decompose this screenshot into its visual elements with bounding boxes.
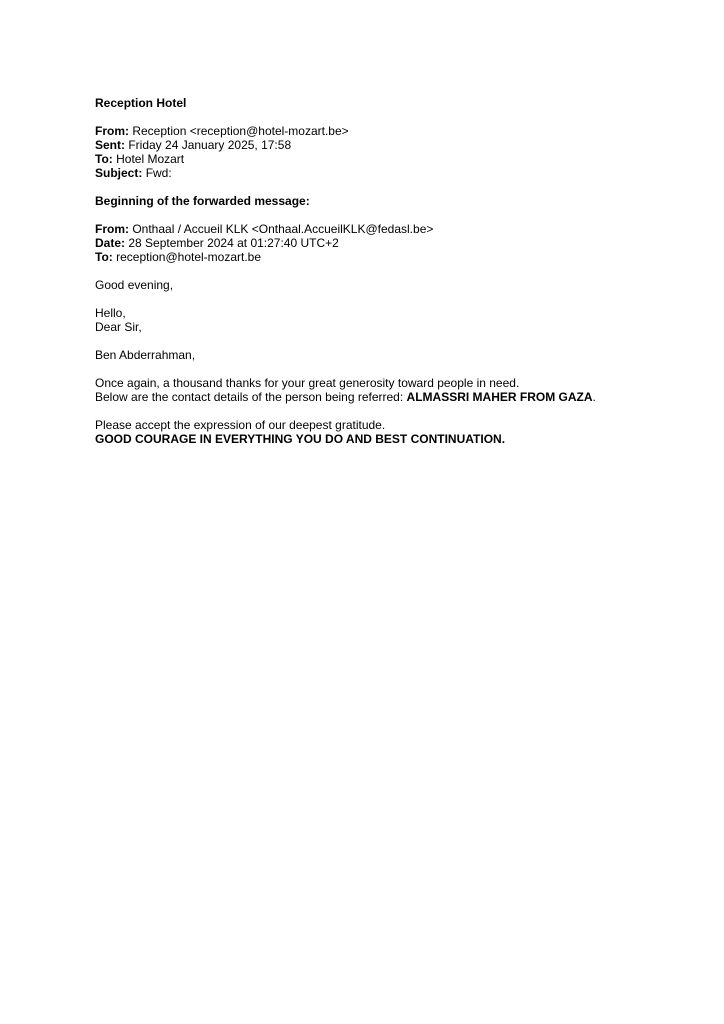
spacer xyxy=(95,208,695,222)
header-subject-label: Subject: xyxy=(95,166,143,180)
forwarded-date-value: 28 September 2024 at 01:27:40 UTC+2 xyxy=(128,236,339,250)
thanks-line: Once again, a thousand thanks for your great generosity toward people in need. xyxy=(95,376,520,390)
header-from-row xyxy=(95,124,695,138)
header-subject-row xyxy=(95,166,695,180)
spacer xyxy=(95,362,695,376)
spacer xyxy=(95,334,695,348)
forwarded-header xyxy=(95,222,695,264)
dear-sir-line: Dear Sir, xyxy=(95,320,142,334)
closing-line: GOOD COURAGE IN EVERYTHING YOU DO AND BEST CONTINUATION. xyxy=(95,432,506,446)
spacer xyxy=(95,264,695,278)
forwarded-heading: Beginning of the forwarded message: xyxy=(95,194,310,208)
referral-line xyxy=(95,390,695,404)
email-header xyxy=(95,124,695,180)
forwarded-to-label: To: xyxy=(95,250,113,264)
header-to-label: To: xyxy=(95,152,113,166)
header-sent-value: Friday 24 January 2025, 17:58 xyxy=(128,138,292,152)
header-to-row xyxy=(95,152,695,166)
gratitude-line: Please accept the expression of our deepest gratitude. xyxy=(95,418,386,432)
forwarded-date-label: Date: xyxy=(95,236,126,250)
greeting: Good evening, xyxy=(95,278,174,292)
forwarded-to-value: reception@hotel-mozart.be xyxy=(116,250,262,264)
header-sent-row xyxy=(95,138,695,152)
email-document xyxy=(95,96,695,446)
referral-text: Below are the contact details of the person being referred: xyxy=(95,390,404,404)
forwarded-from-label: From: xyxy=(95,222,129,236)
spacer xyxy=(95,292,695,306)
document-title: Reception Hotel xyxy=(95,96,187,110)
forwarded-from-value: Onthaal / Accueil KLK <Onthaal.AccueilKLK@fedasl.be> xyxy=(132,222,434,236)
forwarded-date-row xyxy=(95,236,695,250)
referral-end: . xyxy=(592,390,596,404)
forwarded-to-row xyxy=(95,250,695,264)
header-to-value: Hotel Mozart xyxy=(116,152,185,166)
spacer xyxy=(95,404,695,418)
spacer xyxy=(95,180,695,194)
header-subject-value: Fwd: xyxy=(145,166,172,180)
forwarded-from-row xyxy=(95,222,695,236)
referral-name: ALMASSRI MAHER FROM GAZA xyxy=(406,390,593,404)
hello-line: Hello, xyxy=(95,306,126,320)
header-from-label: From: xyxy=(95,124,129,138)
name-line: Ben Abderrahman, xyxy=(95,348,196,362)
spacer xyxy=(95,110,695,124)
header-from-value: Reception <reception@hotel-mozart.be> xyxy=(132,124,349,138)
header-sent-label: Sent: xyxy=(95,138,125,152)
